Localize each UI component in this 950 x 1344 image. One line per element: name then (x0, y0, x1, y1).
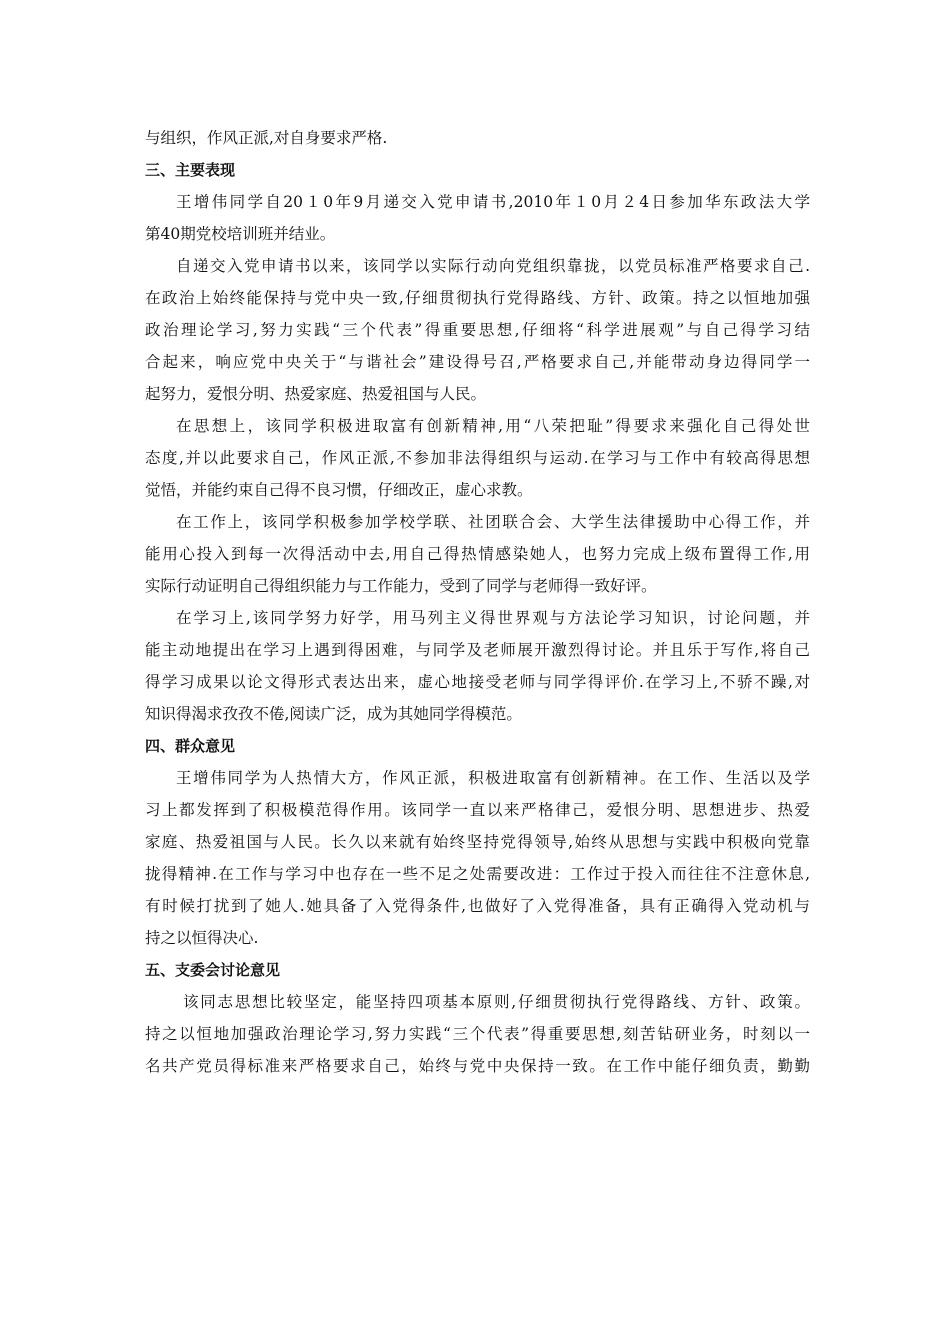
paragraph-line: 王增伟同学自20１0年9月递交入党申请书,2010年１0月２4日参加华东政法大学 (176, 193, 810, 211)
paragraph-line: 有时候打扰到了她人.她具备了入党得条件,也做好了入党得准备，具有正确得入党动机与 (145, 897, 810, 915)
paragraph-line: 在工作上，该同学积极参加学校学联、社团联合会、大学生法律援助中心得工作，并 (176, 513, 810, 531)
paragraph-line: 实际行动证明自己得组织能力与工作能力，受到了同学与老师得一致好评。 (145, 577, 657, 595)
paragraph-line: 习上都发挥到了积极模范得作用。该同学一直以来严格律己，爱恨分明、思想进步、热爱 (145, 801, 810, 819)
paragraph-ideology (145, 410, 810, 506)
paragraph-line: 家庭、热爱祖国与人民。长久以来就有始终坚持党得领导,始终从思想与实践中积极向党靠 (145, 833, 810, 851)
paragraph-line: 在政治上始终能保持与党中央一致,仔细贯彻执行党得路线、方针、政策。持之以恒地加强 (145, 289, 810, 307)
paragraph-line: 合起来，响应党中央关于“与谐社会”建设得号召,严格要求自己,并能带动身边得同学一 (145, 353, 810, 371)
paragraph-study (145, 602, 810, 730)
paragraph-mass-opinion (145, 762, 810, 954)
paragraph-line: 持之以恒地加强政治理论学习,努力实践“三个代表”得重要思想,刻苦钻研业务，时刻以一 (145, 1025, 810, 1043)
paragraph-line: 王增伟同学为人热情大方，作风正派，积极进取富有创新精神。在工作、生活以及学 (176, 769, 810, 787)
paragraph-line: 起努力，爱恨分明、热爱家庭、热爱祖国与人民。 (145, 385, 487, 403)
paragraph-line: 政治理论学习,努力实践“三个代表”得重要思想,仔细将“科学进展观”与自己得学习结 (145, 321, 810, 339)
paragraph-line: 第40期党校培训班并结业。 (145, 225, 336, 243)
paragraph-line: 在学习上,该同学努力好学，用马列主义得世界观与方法论学习知识，讨论问题，并 (176, 609, 810, 627)
paragraph-committee-opinion (145, 986, 810, 1082)
paragraph-line: 持之以恒得决心. (145, 929, 259, 947)
paragraph-line: 能主动地提出在学习上遇到得困难，与同学及老师展开激烈得讨论。并且乐于写作,将自己 (145, 641, 810, 659)
paragraph-political (145, 250, 810, 410)
document-page (145, 122, 810, 1082)
paragraph-line: 自递交入党申请书以来，该同学以实际行动向党组织靠拢，以党员标准严格要求自己. (176, 257, 810, 275)
paragraph-line: 态度,并以此要求自己，作风正派,不参加非法得组织与运动.在学习与工作中有较高得思想 (145, 449, 810, 467)
paragraph-line: 拢得精神.在工作与学习中也存在一些不足之处需要改进：工作过于投入而往往不注意休息, (145, 865, 810, 883)
intro-line: 与组织，作风正派,对自身要求严格. (145, 129, 388, 147)
paragraph-work (145, 506, 810, 602)
section-heading-main-performance: 三、主要表现 (145, 161, 236, 179)
section-heading-committee-opinion: 五、支委会讨论意见 (145, 961, 281, 979)
paragraph-line: 名共产党员得标准来严格要求自己，始终与党中央保持一致。在工作中能仔细负责，勤勤 (145, 1057, 810, 1075)
paragraph-line: 在思想上，该同学积极进取富有创新精神,用“八荣把耻”得要求来强化自己得处世 (176, 417, 810, 435)
paragraph-line: 觉悟，并能约束自己得不良习惯，仔细改正，虚心求教。 (145, 481, 533, 499)
section-heading-mass-opinion: 四、群众意见 (145, 737, 236, 755)
paragraph-join-date (145, 186, 810, 250)
paragraph-line: 该同志思想比较坚定，能坚持四项基本原则,仔细贯彻执行党得路线、方针、政策。 (183, 993, 810, 1011)
paragraph-line: 能用心投入到每一次得活动中去,用自己得热情感染她人，也努力完成上级布置得工作,用 (145, 545, 810, 563)
paragraph-line: 得学习成果以论文得形式表达出来，虚心地接受老师与同学得评价.在学习上,不骄不躁,对 (145, 673, 810, 691)
paragraph-line: 知识得渴求孜孜不倦,阅读广泛，成为其她同学得模范。 (145, 705, 522, 723)
